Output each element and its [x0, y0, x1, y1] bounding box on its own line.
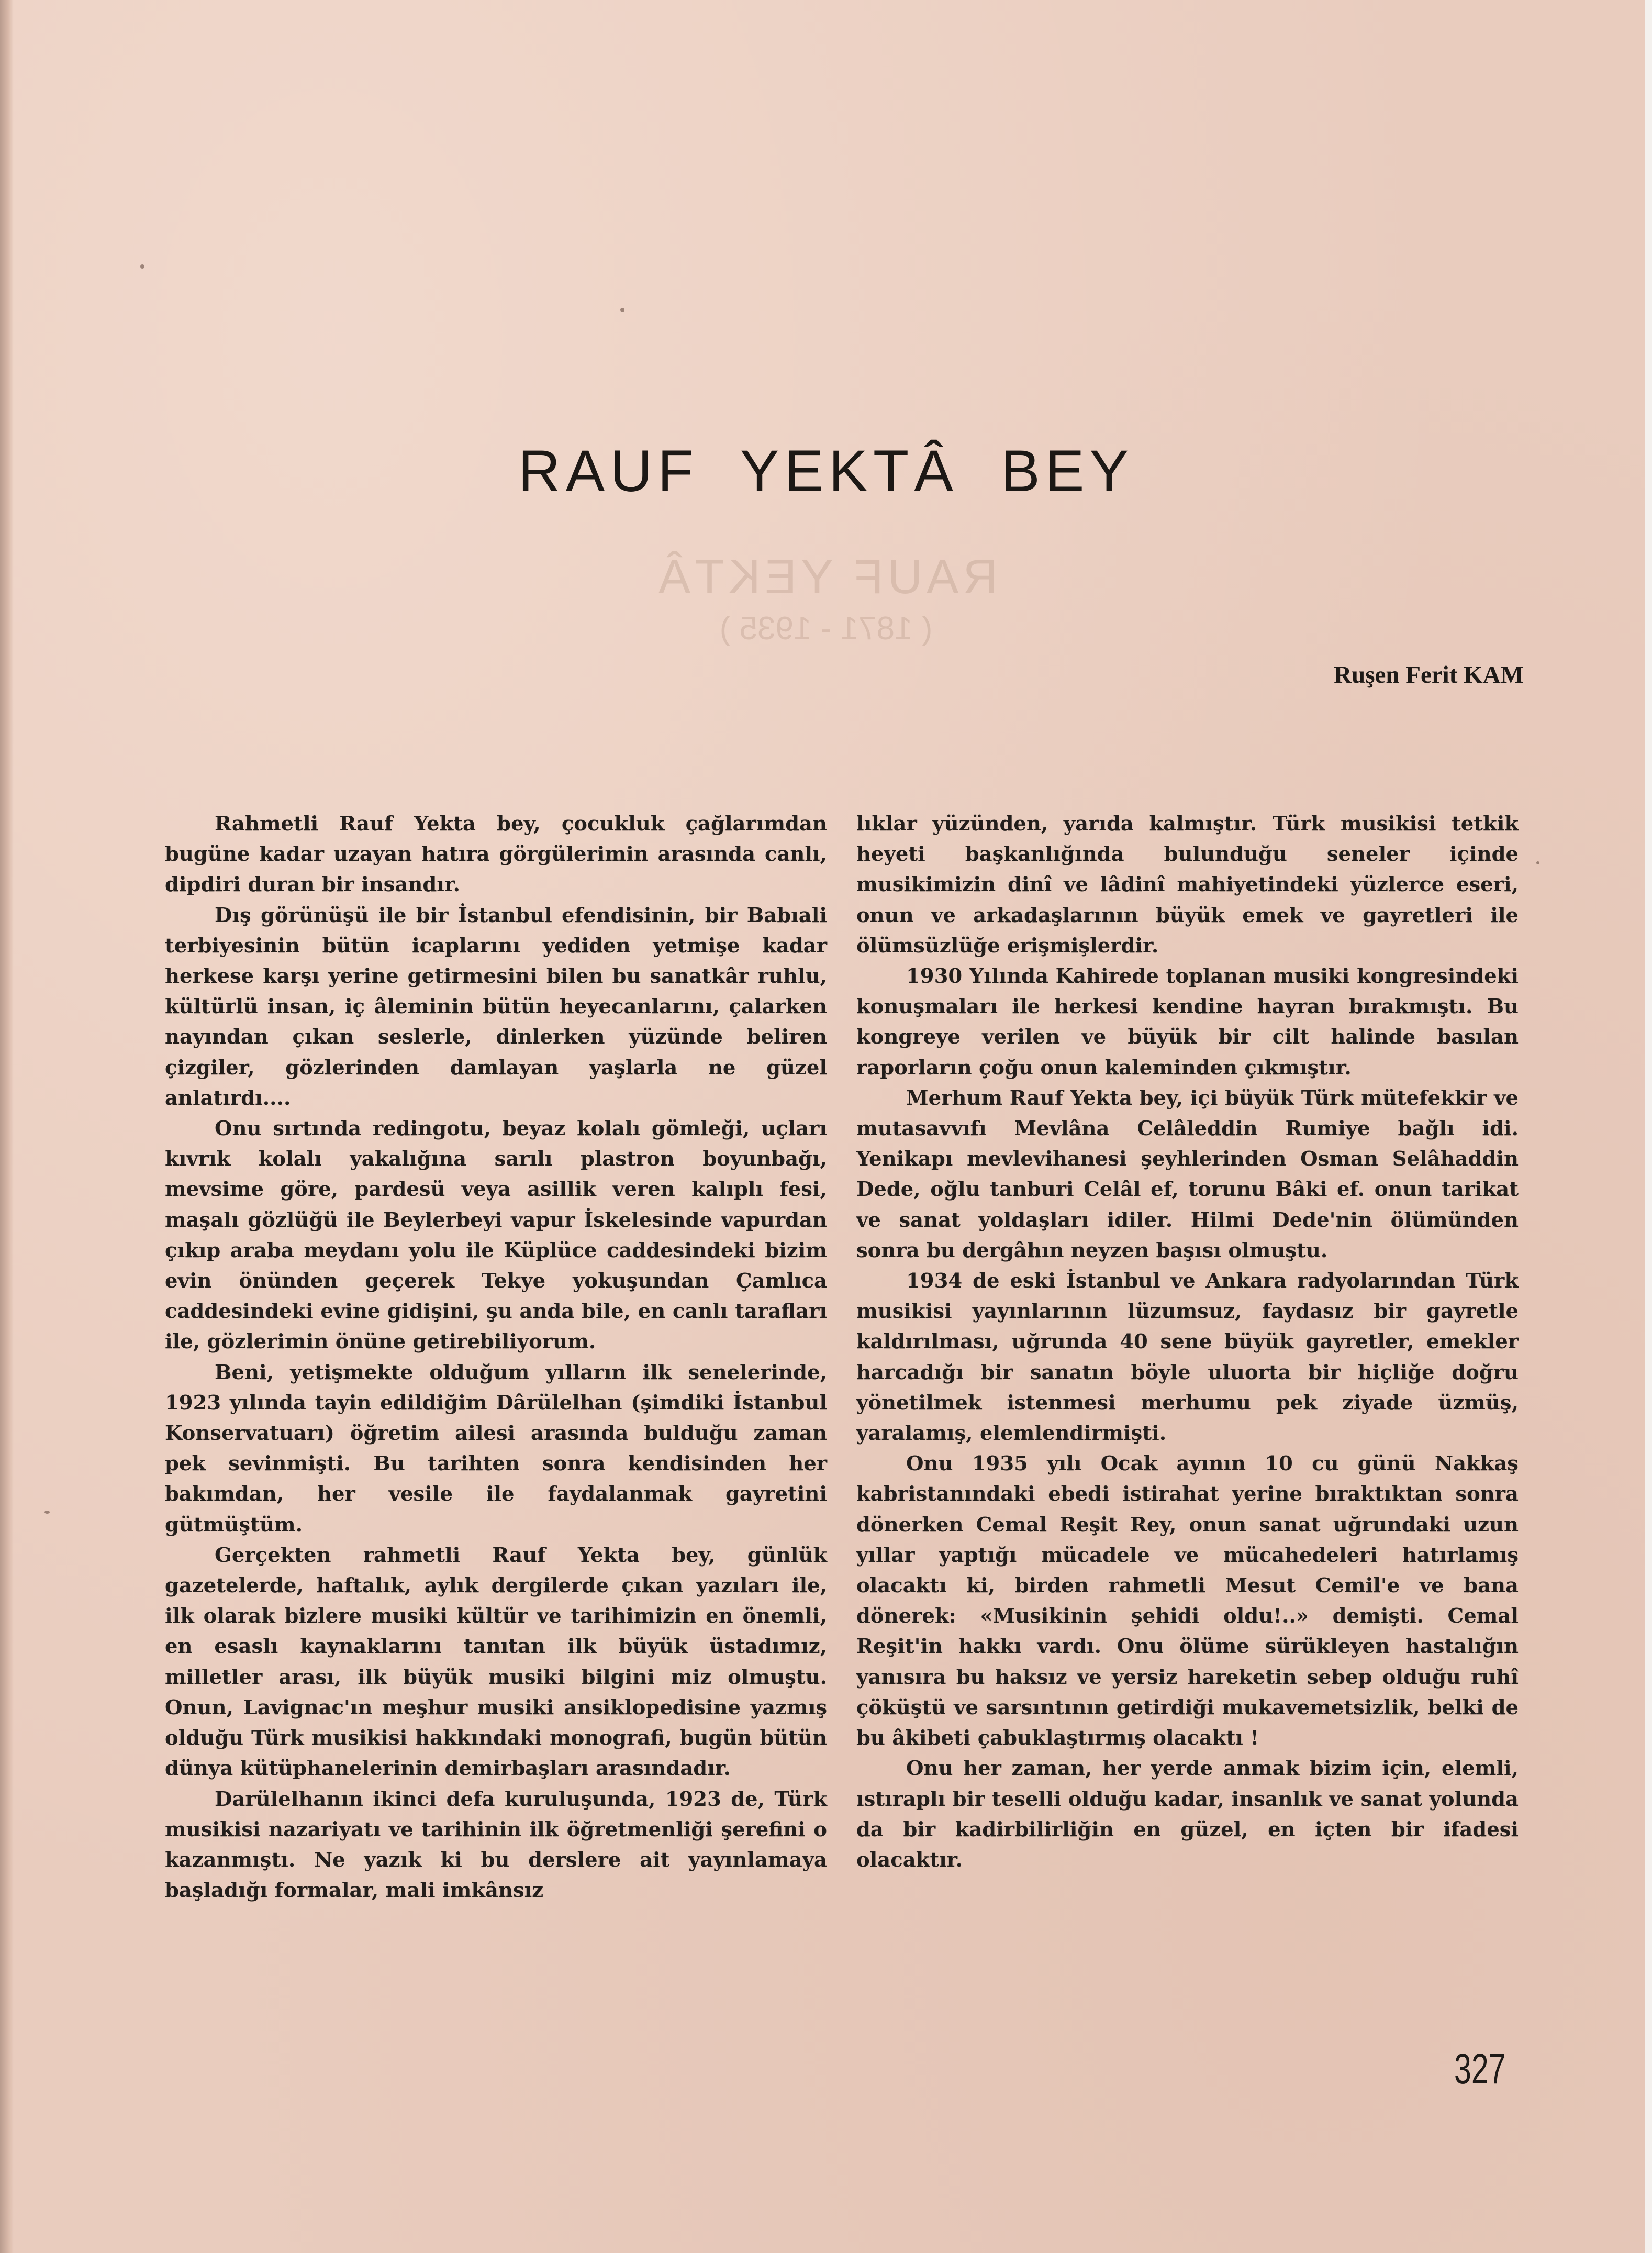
paragraph: Beni, yetişmekte olduğum yılların ilk senelerinde, 1923 yılında tayin edildiğim Dârülelhan (şimdiki İstanbul Konservatuarı) öğretim ailesi arasında bulduğu zaman pek sevinmişti. Bu tarihten sonra kendisinden her bakımdan, her vesile ile faydalanmak gayretini gütmüştüm. [165, 1360, 827, 1537]
torn-left-edge [0, 0, 14, 2253]
paragraph: Rahmetli Rauf Yekta bey, çocukluk çağlarımdan bugüne kadar uzayan hatıra görgülerimin arasında canlı, dipdiri duran bir insandır. [165, 812, 827, 897]
left-column [165, 809, 827, 1906]
bleed-through-text [0, 550, 1652, 647]
paragraph: Dış görünüşü ile bir İstanbul efendisinin, bir Babıali terbiyesinin bütün icaplarını yediden yetmişe kadar herkese karşı yerine getirmesini bilen bu sanatkâr ruhlu, kültürlü insan, iç âleminin bütün heyecanlarını, çalarken nayından çıkan seslerle, dinlerken yüzünde beliren çizgiler, gözlerinden damlayan yaşlarla ne güzel anlatırdı.... [165, 903, 827, 1110]
bleed-through-title: RAUF YEKTÂ [654, 550, 998, 604]
paragraph: Gerçekten rahmetli Rauf Yekta bey, günlük gazetelerde, haftalık, aylık dergilerde çıkan yazıları ile, ilk olarak bizlere musiki kültür ve tarihimizin en önemli, en esaslı kaynaklarını tanıtan ilk büyük üstadımız, milletler arası, ilk büyük musiki bilgini miz olmuştu. Onun, Lavignac'ın meşhur musiki ansiklopedisine yazmış olduğu Türk musikisi hakkındaki monografi, bugün bütün dünya kütüphanelerinin demirbaşları arasındadır. [165, 1543, 827, 1781]
page-number: 327 [1454, 2045, 1506, 2093]
paragraph-continued: lıklar yüzünden, yarıda kalmıştır. Türk musikisi tetkik heyeti başkanlığında bulunduğu seneler içinde musikimizin dinî ve lâdinî mahiyetindeki yüzlerce eseri, onun ve arkadaşlarının büyük emek ve gayretleri ile ölümsüzlüğe erişmişlerdir. [856, 812, 1519, 958]
paragraph: Darülelhanın ikinci defa kuruluşunda, 1923 de, Türk musikisi nazariyatı ve tarihinin ilk öğretmenliği şerefini o kazanmıştı. Ne yazık ki bu derslere ait yayınlamaya başladığı formalar, mali imkânsız [165, 1787, 827, 1903]
right-column [856, 809, 1519, 1875]
paragraph: Onu her zaman, her yerde anmak bizim için, elemli, ıstıraplı bir teselli olduğu kadar, insanlık ve sanat yolunda da bir kadirbilirliğin en güzel, en içten bir ifadesi olacaktır. [856, 1757, 1519, 1872]
paragraph: Onu sırtında redingotu, beyaz kolalı gömleği, uçları kıvrık kolalı yakalığına sarılı plastron boyunbağı, mevsime göre, pardesü veya asillik veren kalıplı fesi, maşalı gözlüğü ile Beylerbeyi vapur İskelesinde vapurdan çıkıp araba meydanı yolu ile Küplüce caddesindeki bizim evin önünden geçerek Tekye yokuşundan Çamlıca caddesindeki evine gidişini, şu anda bile, en canlı tarafları ile, gözlerimin önüne getirebiliyorum. [165, 1117, 827, 1354]
paragraph: 1934 de eski İstanbul ve Ankara radyolarından Türk musikisi yayınlarının lüzumsuz, faydasız bir gayretle kaldırılması, uğrunda 40 sene büyük gayretler, emekler harcadığı bir sanatın böyle uluorta bir hiçliğe doğru yönetilmek istenmesi merhumu pek ziyade üzmüş, yaralamış, elemlendirmişti. [856, 1269, 1519, 1446]
paragraph: Merhum Rauf Yekta bey, içi büyük Türk mütefekkir ve mutasavvıfı Mevlâna Celâleddin Rumiye bağlı idi. Yenikapı mevlevihanesi şeyhlerinden Osman Selâhaddin Dede, oğlu tanburi Celâl ef, torunu Bâki ef. onun tarikat ve sanat yoldaşları idiler. Hilmi Dede'nin ölümünden sonra bu dergâhın neyzen başısı olmuştu. [856, 1086, 1519, 1262]
paragraph: 1930 Yılında Kahirede toplanan musiki kongresindeki konuşmaları ile herkesi kendine hayran bırakmıştı. Bu kongreye verilen ve büyük bir cilt halinde basılan raporların çoğu onun kaleminden çıkmıştır. [856, 964, 1519, 1080]
paragraph: Onu 1935 yılı Ocak ayının 10 cu günü Nakkaş kabristanındaki ebedi istirahat yerine bıraktıktan sonra dönerken Cemal Reşit Rey, onun sanat uğrundaki uzun yıllar yaptığı mücadele ve mücahedeleri hatırlamış olacaktı ki, birden rahmetli Mesut Cemil'e ve bana dönerek: «Musikinin şehidi oldu!..» demişti. Cemal Reşit'in hakkı vardı. Onu ölüme sürükleyen hastalığın yanısıra bu haksız ve yersiz hareketin sebep olduğu ruhî çöküştü ve sarsıntının getirdiği mukavemetsizlik, belki de bu âkibeti çabuklaştırmış olacaktı ! [856, 1452, 1519, 1750]
paper-speck [44, 1511, 50, 1514]
scan-right-margin [1645, 0, 1652, 2253]
paper-speck [1536, 861, 1539, 864]
article-title: RAUF YEKTÂ BEY [518, 438, 1134, 504]
paper-speck [620, 308, 624, 312]
bleed-through-years: ( 1871 - 1935 ) [719, 611, 933, 647]
author-byline: Ruşen Ferit KAM [1334, 661, 1524, 689]
paper-speck [140, 264, 144, 269]
